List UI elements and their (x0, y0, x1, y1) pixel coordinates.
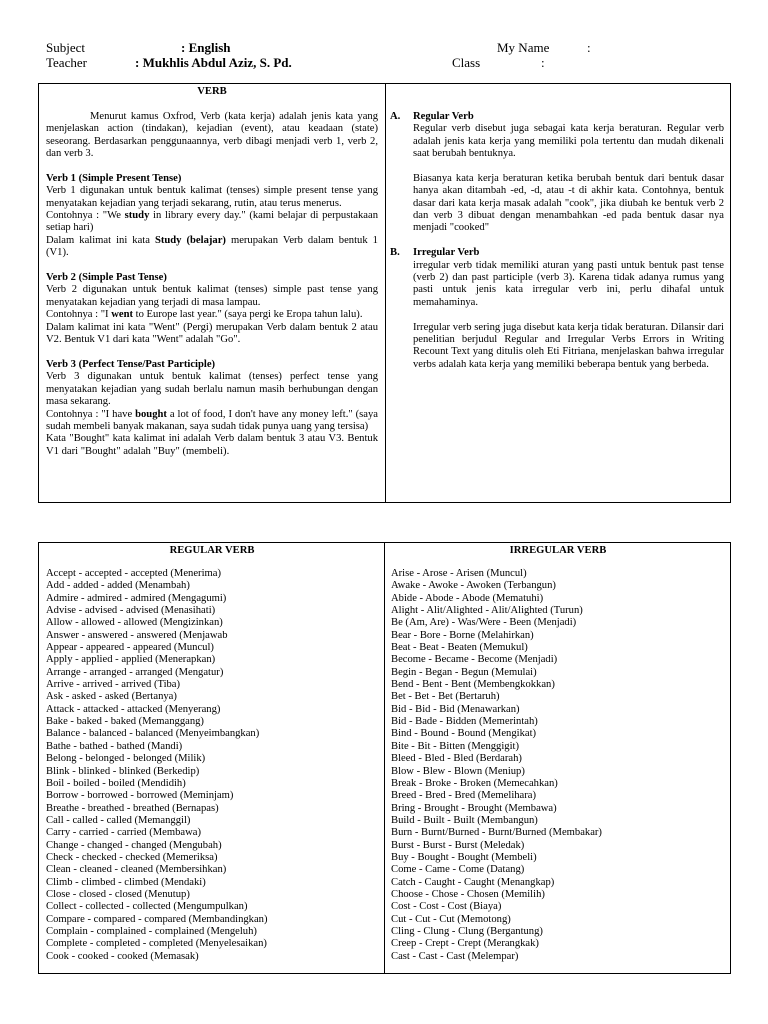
column-divider (385, 84, 386, 502)
verb-right-column (390, 86, 724, 502)
irregular-verb-item: Cling - Clung - Clung (Bergantung) (391, 925, 543, 937)
regular-verb-item: Advise - advised - advised (Menasihati) (46, 605, 216, 617)
verb3-heading: Verb 3 (Perfect Tense/Past Participle) (46, 358, 216, 370)
regular-verb-item: Boil - boiled - boiled (Mendidih) (46, 777, 186, 789)
verb2-example: Contohnya : "I went to Europe last year." (saya pergi ke Eropa tahun lalu). (46, 309, 363, 321)
irregular-verb-item: Bid - Bade - Bidden (Memerintah) (391, 716, 538, 728)
regular-verb-item: Ask - asked - asked (Bertanya) (46, 691, 177, 703)
verb-intro: Menurut kamus Oxfrod, Verb (kata kerja) adalah jenis kata yang menjelaskan action (tindakan), kejadian (event), atau keadaan (state) seseorang. Berdasarkan penggunaannya, verb dibagi menjadi verb 1, verb 2, dan verb 3. (46, 110, 378, 160)
irregular-verb-item: Beat - Beat - Beaten (Memukul) (391, 642, 528, 654)
regular-verb-item: Attack - attacked - attacked (Menyerang) (46, 703, 221, 715)
verb2-description: Verb 2 digunakan untuk bentuk kalimat (tenses) simple past tense yang menyatakan kejadian yang terjadi di masa lampau. (46, 284, 378, 308)
regular-verb-column (46, 543, 378, 973)
irregular-verb-item: Bite - Bit - Bitten (Menggigit) (391, 740, 519, 752)
irregular-verb-item: Alight - Alit/Alighted - Alit/Alighted (Turun) (391, 605, 583, 617)
regular-verb-heading: Regular Verb (413, 110, 474, 122)
regular-verb-item: Bake - baked - baked (Memanggang) (46, 716, 204, 728)
verb-title: VERB (197, 86, 227, 97)
regular-verb-item: Collect - collected - collected (Mengumpulkan) (46, 901, 248, 913)
regular-verb-section (390, 111, 724, 235)
irregular-verb-item: Burst - Burst - Burst (Meledak) (391, 839, 525, 851)
regular-verb-item: Clean - cleaned - cleaned (Membersihkan) (46, 864, 227, 876)
class-label: Class (452, 55, 481, 70)
regular-verb-title: REGULAR VERB (169, 545, 255, 556)
irregular-verb-item: Choose - Chose - Chosen (Memilih) (391, 888, 545, 900)
regular-verb-item: Belong - belonged - belonged (Milik) (46, 753, 206, 765)
section-a-label: A. (390, 110, 401, 122)
irregular-verb-item: Burn - Burnt/Burned - Burnt/Burned (Membakar) (391, 827, 602, 839)
irregular-verb-item: Bind - Bound - Bound (Mengikat) (391, 728, 537, 740)
irregular-verb-heading: Irregular Verb (413, 247, 480, 259)
verb3-example: Contohnya : "I have bought a lot of food, I don't have any money left." (saya sudah membeli banyak makanan, saya sudah tidak punya uang yang tersisa) (46, 408, 378, 432)
regular-verb-item: Climb - climbed - climbed (Mendaki) (46, 876, 206, 888)
irregular-verb-item: Abide - Abode - Abode (Mematuhi) (391, 592, 544, 604)
irregular-verb-item: Cost - Cost - Cost (Biaya) (391, 901, 502, 913)
regular-verb-item: Breathe - breathed - breathed (Bernapas) (46, 802, 219, 814)
verb3-description: Verb 3 digunakan untuk bentuk kalimat (tenses) perfect tense yang menyatakan kejadian yang sudah berlalu namun masih berhubungan dengan masa sekarang. (46, 371, 378, 408)
irregular-verb-item: Breed - Bred - Bred (Memelihara) (391, 790, 537, 802)
regular-verb-item: Change - changed - changed (Mengubah) (46, 839, 222, 851)
regular-verb-item: Answer - answered - answered (Menjawab (46, 629, 228, 641)
irregular-verb-item: Catch - Caught - Caught (Menangkap) (391, 876, 555, 888)
irregular-verb-item: Awake - Awoke - Awoken (Terbangun) (391, 580, 556, 592)
teacher-label: Teacher (46, 55, 87, 70)
irregular-verb-item: Come - Came - Come (Datang) (391, 864, 525, 876)
irregular-verb-item: Be (Am, Are) - Was/Were - Been (Menjadi) (391, 617, 577, 629)
subject-label: Subject (46, 40, 85, 55)
irregular-verb-list (391, 568, 725, 963)
irregular-verb-item: Bear - Bore - Borne (Melahirkan) (391, 629, 534, 641)
verb1-example: Contohnya : "We study in library every day." (kami belajar di perpustakaan setiap hari) (46, 210, 378, 234)
myname-colon: : (587, 40, 591, 55)
regular-verb-item: Check - checked - checked (Memeriksa) (46, 851, 218, 863)
irregular-verb-item: Bet - Bet - Bet (Bertaruh) (391, 691, 500, 703)
irregular-verb-item: Bend - Bent - Bent (Membengkokkan) (391, 679, 555, 691)
verb3-note: Kata "Bought" kata kalimat ini adalah Verb dalam bentuk 3 atau V3. Bentuk V1 dari "Bought" adalah "Buy" (membeli). (46, 433, 378, 457)
irregular-verb-item: Bid - Bid - Bid (Menawarkan) (391, 703, 520, 715)
regular-verb-item: Cook - cooked - cooked (Memasak) (46, 950, 199, 962)
section-b-label: B. (390, 247, 400, 259)
irregular-verb-item: Creep - Crept - Crept (Merangkak) (391, 938, 539, 950)
verb2-heading: Verb 2 (Simple Past Tense) (46, 272, 167, 284)
irregular-verb-item: Begin - Began - Begun (Memulai) (391, 666, 537, 678)
verb1-description: Verb 1 digunakan untuk bentuk kalimat (tenses) simple present tense yang menyatakan kejadian yang terjadi sekarang, rutin, atau terus menerus. (46, 185, 378, 209)
regular-verb-item: Compare - compared - compared (Membandingkan) (46, 913, 268, 925)
regular-verb-item: Allow - allowed - allowed (Mengizinkan) (46, 617, 223, 629)
regular-verb-item: Arrive - arrived - arrived (Tiba) (46, 679, 181, 691)
verb-explanation-box (38, 83, 731, 503)
verb-left-column (46, 86, 378, 502)
irregular-verb-item: Cast - Cast - Cast (Melempar) (391, 950, 519, 962)
regular-verb-item: Blink - blinked - blinked (Berkedip) (46, 765, 200, 777)
verb1-note: Dalam kalimat ini kata Study (belajar) merupakan Verb dalam bentuk 1 (V1). (46, 234, 378, 259)
myname-label: My Name (497, 40, 550, 55)
irregular-verb-item: Become - Became - Become (Menjadi) (391, 654, 558, 666)
irregular-verb-item: Blow - Blew - Blown (Meniup) (391, 765, 525, 777)
regular-verb-item: Close - closed - closed (Menutup) (46, 888, 190, 900)
regular-verb-item: Apply - applied - applied (Menerapkan) (46, 654, 216, 666)
irregular-verb-paragraph-2: Irregular verb sering juga disebut kata kerja tidak beraturan. Dilansir dari penelitian berjudul Regular and Irregular Verbs Errors in Writing Recount Text yang ditulis oleh Eti Fitriana, menjelaskan bahwa irregular verbs adalah kata kerja yang memiliki beberapa bentuk yang berbeda. (413, 321, 724, 370)
regular-verb-item: Appear - appeared - appeared (Muncul) (46, 642, 214, 654)
irregular-verb-item: Buy - Bought - Bought (Membeli) (391, 851, 537, 863)
verb1-heading: Verb 1 (Simple Present Tense) (46, 172, 182, 184)
regular-verb-item: Balance - balanced - balanced (Menyeimbangkan) (46, 728, 260, 740)
verb2-note: Dalam kalimat ini kata "Went" (Pergi) merupakan Verb dalam bentuk 2 atau V2. Bentuk V1 dari kata "Went" adalah "Go". (46, 321, 378, 346)
irregular-verb-item: Build - Built - Built (Membangun) (391, 814, 538, 826)
regular-verb-item: Admire - admired - admired (Mengagumi) (46, 592, 227, 604)
irregular-verb-paragraph-1: irregular verb tidak memiliki aturan yang pasti untuk bentuk past tense (verb 2) dan past participle (verb 3). Karena tidak adanya rumus yang pasti untuk jenis kata irregular verb ini, perlu dihafal untuk memahaminya. (413, 259, 724, 308)
teacher-value: : Mukhlis Abdul Aziz, S. Pd. (135, 55, 292, 70)
irregular-verb-title: IRREGULAR VERB (509, 545, 607, 556)
regular-verb-item: Carry - carried - carried (Membawa) (46, 827, 201, 839)
regular-verb-item: Arrange - arranged - arranged (Mengatur) (46, 666, 224, 678)
regular-verb-item: Accept - accepted - accepted (Menerima) (46, 568, 221, 579)
regular-verb-item: Complete - completed - completed (Menyelesaikan) (46, 938, 267, 950)
irregular-verb-section (390, 247, 724, 371)
regular-verb-item: Add - added - added (Menambah) (46, 580, 190, 592)
regular-verb-paragraph-2: Biasanya kata kerja beraturan ketika berubah bentuk dari bentuk dasar hanya akan ditambah -ed, -d, atau -t di akhir kata. Contohnya, bentuk dasar dari kata kerja masak adalah "cook", jika diubah ke bentuk verb 2 dan verb 3 dibuat dengan menambahkan -ed pada bentuk dasar nya menjadi "cooked" (413, 172, 724, 234)
irregular-verb-item: Bleed - Bled - Bled (Berdarah) (391, 753, 522, 765)
regular-verb-item: Complain - complained - complained (Mengeluh) (46, 925, 257, 937)
subject-value: : English (181, 40, 231, 55)
class-colon: : (541, 55, 545, 70)
regular-verb-item: Borrow - borrowed - borrowed (Meminjam) (46, 790, 234, 802)
regular-verb-item: Call - called - called (Memanggil) (46, 814, 191, 826)
verb-list-table (38, 542, 731, 974)
irregular-verb-item: Cut - Cut - Cut (Memotong) (391, 913, 511, 925)
irregular-verb-item: Arise - Arose - Arisen (Muncul) (391, 568, 527, 579)
regular-verb-item: Bathe - bathed - bathed (Mandi) (46, 740, 183, 752)
list-divider (384, 543, 385, 973)
regular-verb-paragraph-1: Regular verb disebut juga sebagai kata kerja beraturan. Regular verb adalah jenis kata kerja yang memiliki pola tertentu dan mudah dikenali saat berubah bentuknya. (413, 123, 724, 159)
irregular-verb-item: Break - Broke - Broken (Memecahkan) (391, 777, 558, 789)
regular-verb-list (46, 568, 378, 963)
irregular-verb-item: Bring - Brought - Brought (Membawa) (391, 802, 557, 814)
irregular-verb-column (391, 543, 725, 973)
